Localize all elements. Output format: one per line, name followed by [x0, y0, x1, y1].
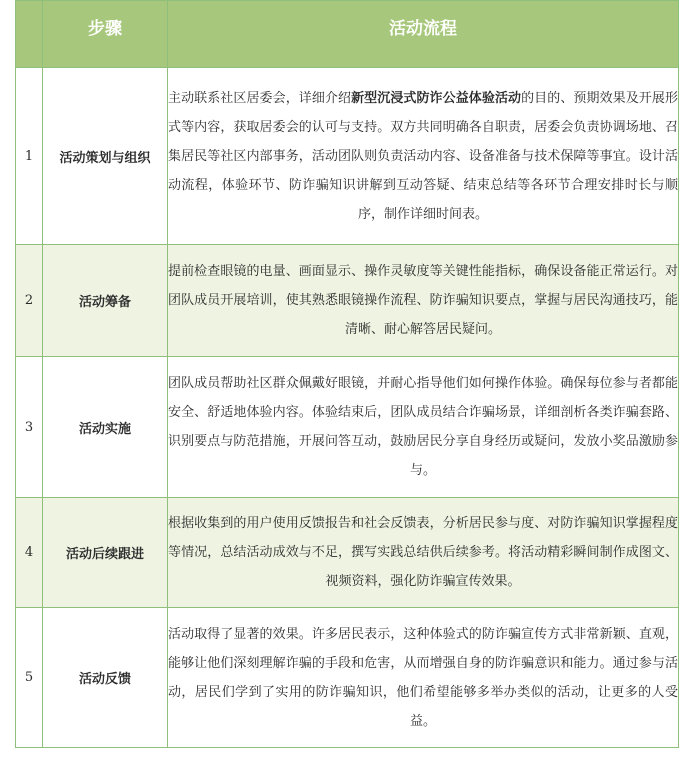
step-description: 团队成员帮助社区群众佩戴好眼镜，并耐心指导他们如何操作体验。确保每位参与者都能安全、舒适地体验内容。体验结束后，团队成员结合诈骗场景，详细剖析各类诈骗套路、识别要点与防范措施，开展问答互动，鼓励居民分享自身经历或疑问，发放小奖品激励参与。 [168, 357, 679, 498]
header-number-cell [16, 1, 43, 68]
highlighted-activity-name: 新型沉浸式防诈公益体验活动 [351, 90, 522, 106]
row-number: 3 [16, 357, 43, 498]
step-name: 活动筹备 [43, 245, 168, 357]
table-row [16, 245, 679, 357]
table-row [16, 68, 679, 245]
step-name: 活动反馈 [43, 608, 168, 748]
row-number: 2 [16, 245, 43, 357]
activity-flow-table [15, 0, 679, 748]
header-step: 步骤 [43, 1, 168, 68]
table-row [16, 357, 679, 498]
row-number: 1 [16, 68, 43, 245]
step-name: 活动实施 [43, 357, 168, 498]
table-header-row [16, 1, 679, 68]
header-flow: 活动流程 [168, 1, 679, 68]
table-row [16, 608, 679, 748]
step-description: 主动联系社区居委会，详细介绍新型沉浸式防诈公益体验活动的目的、预期效果及开展形式等内容，获取居委会的认可与支持。双方共同明确各自职责，居委会负责协调场地、召集居民等社区内部事务，活动团队则负责活动内容、设备准备与技术保障等事宜。设计活动流程，体验环节、防诈骗知识讲解到互动答疑、结束总结等各环节合理安排时长与顺序，制作详细时间表。 [168, 68, 679, 245]
table-row [16, 498, 679, 608]
step-name: 活动策划与组织 [43, 68, 168, 245]
step-description: 活动取得了显著的效果。许多居民表示，这种体验式的防诈骗宣传方式非常新颖、直观，能够让他们深刻理解诈骗的手段和危害，从而增强自身的防诈骗意识和能力。通过参与活动，居民们学到了实用的防诈骗知识，他们希望能够多举办类似的活动，让更多的人受益。 [168, 608, 679, 748]
row-number: 5 [16, 608, 43, 748]
step-name: 活动后续跟进 [43, 498, 168, 608]
step-description: 提前检查眼镜的电量、画面显示、操作灵敏度等关键性能指标，确保设备能正常运行。对团队成员开展培训，使其熟悉眼镜操作流程、防诈骗知识要点，掌握与居民沟通技巧，能清晰、耐心解答居民疑问。 [168, 245, 679, 357]
step-description: 根据收集到的用户使用反馈报告和社会反馈表，分析居民参与度、对防诈骗知识掌握程度等情况，总结活动成效与不足，撰写实践总结供后续参考。将活动精彩瞬间制作成图文、视频资料，强化防诈骗宣传效果。 [168, 498, 679, 608]
row-number: 4 [16, 498, 43, 608]
